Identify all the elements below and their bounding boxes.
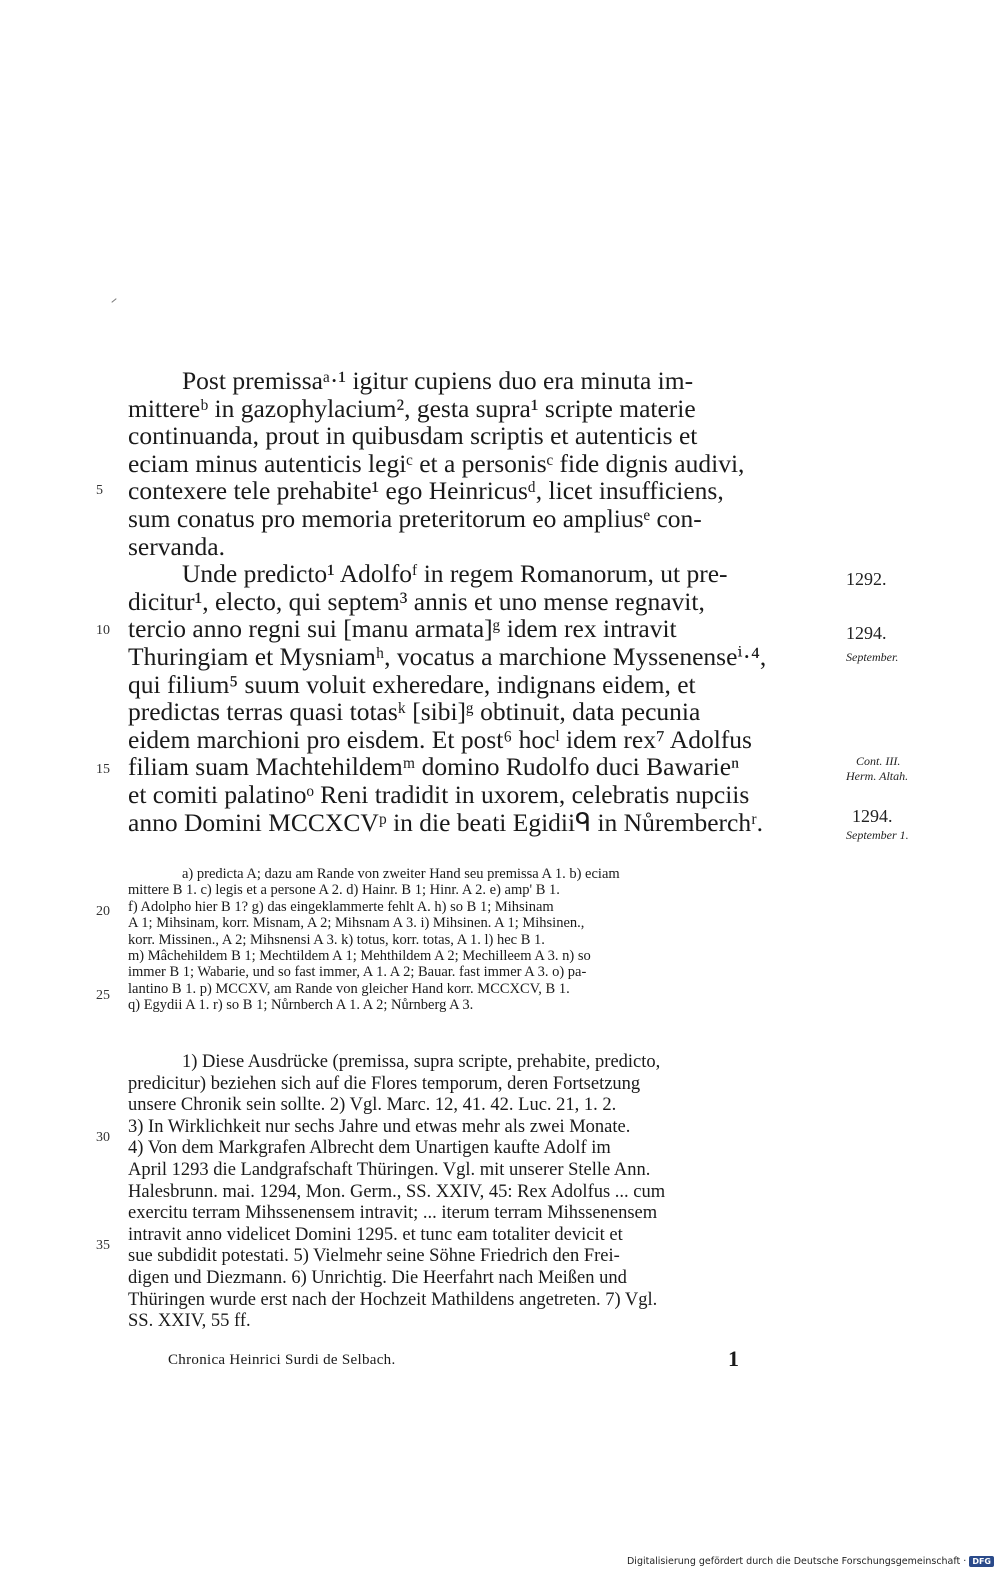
- apparatus-line: immer B 1; Wabarie, und so fast immer, A 1. A 2; Bauar. fast immer A 3. o) pa-: [128, 964, 587, 981]
- text-line: filiam suam Machtehildemᵐ domino Rudolfo duci Bawarieⁿ: [128, 752, 740, 782]
- line-number: 15: [96, 762, 110, 777]
- text-line: tercio anno regni sui [manu armata]ᵍ idem rex intravit: [128, 614, 677, 644]
- text-line: eciam minus autenticis legiᶜ et a personisᶜ fide dignis audivi,: [128, 448, 745, 478]
- text-line: et comiti palatinoᵒ Reni tradidit in uxorem, celebratis nupciis: [128, 779, 750, 809]
- stray-mark: [111, 298, 116, 303]
- line-number: 5: [96, 483, 103, 498]
- footnote-line: April 1293 die Landgrafschaft Thüringen. Vgl. mit unserer Stelle Ann.: [128, 1159, 651, 1180]
- footnote-line: intravit anno videlicet Domini 1295. et tunc eam totaliter devicit et: [128, 1224, 623, 1245]
- footnote-line: unsere Chronik sein sollte. 2) Vgl. Marc. 12, 41. 42. Luc. 21, 1. 2.: [128, 1095, 617, 1116]
- apparatus-line: A 1; Mihsinam, korr. Misnam, A 2; Mihsnam A 3. i) Mihsinen. A 1; Mihsinen.,: [128, 915, 585, 932]
- sheet-signature: 1: [728, 1346, 739, 1371]
- text-line: contexere tele prehabite¹ ego Heinricusᵈ, licet insufficiens,: [128, 476, 724, 506]
- margin-source: Cont. III.: [856, 754, 901, 768]
- line-number: 10: [96, 623, 110, 638]
- line-number: 35: [96, 1238, 110, 1253]
- text-line: anno Domini MCCXCVᵖ in die beati Egidiiᑫ in Nůremberchʳ.: [128, 807, 764, 837]
- running-footer-title: Chronica Heinrici Surdi de Selbach.: [168, 1352, 396, 1368]
- footnote-line: SS. XXIV, 55 ff.: [128, 1311, 251, 1332]
- line-number: 20: [96, 904, 110, 919]
- apparatus-line: m) Mâchehildem B 1; Mechtildem A 1; Mehthildem A 2; Mechilleem A 3. n) so: [128, 948, 591, 965]
- text-line: continuanda, prout in quibusdam scriptis et autenticis et: [128, 421, 698, 451]
- paragraph-1: [128, 367, 840, 560]
- paragraph-2: [128, 560, 840, 836]
- apparatus-line: lantino B 1. p) MCCXV, am Rande von gleicher Hand korr. MCCXCV, B 1.: [128, 980, 570, 997]
- apparatus-line: korr. Missinen., A 2; Mihsnensi A 3. k) totus, korr. totas, A 1. l) hec B 1.: [128, 931, 545, 948]
- footnote-line: predicitur) beziehen sich auf die Flores temporum, deren Fortsetzung: [128, 1073, 641, 1094]
- digitization-credit: [627, 1556, 994, 1567]
- footnote-line: 4) Von dem Markgrafen Albrecht dem Unartigen kaufte Adolf im: [128, 1138, 611, 1159]
- text-line: mittereᵇ in gazophylacium², gesta supra¹ scripte materie: [128, 393, 696, 423]
- text-line: qui filium⁵ suum voluit exheredare, indignans eidem, et: [128, 669, 696, 699]
- footnote-line: Halesbrunn. mai. 1294, Mon. Germ., SS. XXIV, 45: Rex Adolfus ... cum: [128, 1181, 666, 1202]
- text-line: Post premissaᵃ·¹ igitur cupiens duo era minuta im-: [182, 366, 694, 395]
- footnote-line: Thüringen wurde erst nach der Hochzeit Mathildens angetreten. 7) Vgl.: [128, 1289, 658, 1310]
- margin-date: 1292.: [846, 569, 887, 589]
- margin-note: September.: [846, 650, 899, 664]
- text-line: predictas terras quasi totasᵏ [sibi]ᵍ obtinuit, data pecunia: [128, 697, 701, 727]
- text-line: servanda.: [128, 531, 225, 561]
- margin-date: 1294.: [846, 623, 887, 643]
- textual-apparatus: [128, 866, 840, 1014]
- footnotes: [128, 1052, 840, 1333]
- dfg-logo: DFG: [969, 1556, 994, 1567]
- apparatus-line: q) Egydii A 1. r) so B 1; Nůrnberch A 1. A 2; Nůrnberg A 3.: [128, 997, 474, 1014]
- apparatus-line: a) predicta A; dazu am Rande von zweiter Hand seu premissa A 1. b) eciam: [182, 866, 620, 882]
- text-line: sum conatus pro memoria preteritorum eo ampliusᵉ con-: [128, 503, 702, 533]
- line-number: 30: [96, 1130, 110, 1145]
- footnote-line: 1) Diese Ausdrücke (premissa, supra scripte, prehabite, predicto,: [182, 1052, 661, 1072]
- main-text: [128, 367, 840, 836]
- footnote-line: digen und Diezmann. 6) Unrichtig. Die Heerfahrt nach Meißen und: [128, 1267, 627, 1288]
- margin-source: Herm. Altah.: [846, 769, 909, 783]
- apparatus-line: mittere B 1. c) legis et a persone A 2. d) Hainr. B 1; Hinr. A 2. e) amp' B 1.: [128, 882, 560, 899]
- line-number: 25: [96, 988, 110, 1003]
- credit-text: Digitalisierung gefördert durch die Deutsche Forschungsgemeinschaft ·: [626, 1556, 967, 1567]
- text-line: Unde predicto¹ Adolfoᶠ in regem Romanorum, ut pre-: [182, 559, 728, 589]
- footnote-line: exercitu terram Mihssenensem intravit; ... iterum terram Mihssenensem: [128, 1203, 658, 1224]
- text-line: Thuringiam et Mysniamʰ, vocatus a marchione Myssenenseⁱ·⁴,: [128, 641, 767, 671]
- apparatus-line: f) Adolpho hier B 1? g) das eingeklammerte fehlt A. h) so B 1; Mihsinam: [128, 898, 554, 915]
- text-line: eidem marchioni pro eisdem. Et post⁶ hocˡ idem rex⁷ Adolfus: [128, 724, 752, 754]
- footnote-line: 3) In Wirklichkeit nur sechs Jahre und etwas mehr als zwei Monate.: [128, 1116, 631, 1137]
- margin-date: 1294.: [852, 806, 893, 826]
- footnote-line: sue subdidit potestati. 5) Vielmehr seine Söhne Friedrich den Frei-: [128, 1246, 620, 1267]
- margin-note: September 1.: [846, 828, 909, 842]
- text-line: dicitur¹, electo, qui septem³ annis et uno mense regnavit,: [128, 586, 705, 616]
